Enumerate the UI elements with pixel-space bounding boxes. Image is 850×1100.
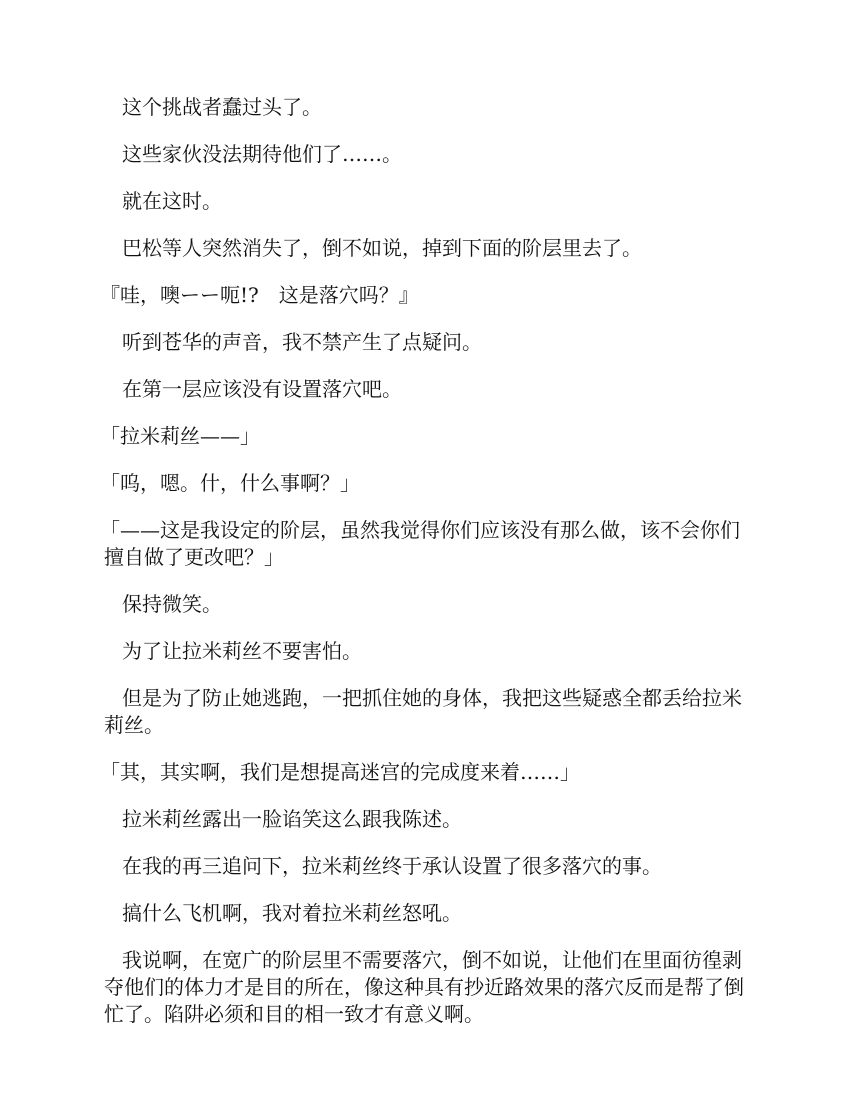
narration-paragraph: 但是为了防止她逃跑，一把抓住她的身体，我把这些疑惑全都丢给拉米莉丝。 — [104, 686, 742, 737]
dialogue-paragraph: 『哇，噢ーー呃!? 这是落穴吗？』 — [100, 283, 419, 307]
narration-paragraph: 拉米莉丝露出一脸谄笑这么跟我陈述。 — [122, 807, 462, 831]
dialogue-paragraph: 「拉米莉丝——」 — [100, 424, 260, 448]
dialogue-paragraph: 「呜，嗯。什，什么事啊？」 — [100, 471, 360, 495]
dialogue-paragraph: 「其，其实啊，我们是想提高迷宫的完成度来着……」 — [100, 760, 580, 784]
dialogue-paragraph: 「——这是我设定的阶层，虽然我觉得你们应该没有那么做，该不会你们擅自做了更改吧？」 — [100, 518, 740, 569]
narration-paragraph: 在我的再三追问下，拉米莉丝终于承认设置了很多落穴的事。 — [122, 854, 662, 878]
narration-paragraph: 这些家伙没法期待他们了……。 — [122, 142, 402, 166]
narration-paragraph: 这个挑战者蠢过头了。 — [122, 95, 322, 119]
narration-paragraph: 巴松等人突然消失了，倒不如说，掉到下面的阶层里去了。 — [122, 236, 642, 260]
narration-paragraph: 就在这时。 — [122, 189, 222, 213]
narration-paragraph: 保持微笑。 — [122, 592, 222, 616]
narration-paragraph: 听到苍华的声音，我不禁产生了点疑问。 — [122, 330, 482, 354]
document-page — [100, 94, 744, 1048]
narration-paragraph: 我说啊，在宽广的阶层里不需要落穴，倒不如说，让他们在里面彷徨剥夺他们的体力才是目的所在，像这种具有抄近路效果的落穴反而是帮了倒忙了。陷阱必须和目的相一致才有意义啊。 — [104, 948, 744, 1026]
narration-paragraph: 搞什么飞机啊，我对着拉米莉丝怒吼。 — [122, 901, 462, 925]
narration-paragraph: 为了让拉米莉丝不要害怕。 — [122, 639, 362, 663]
narration-paragraph: 在第一层应该没有设置落穴吧。 — [122, 377, 402, 401]
